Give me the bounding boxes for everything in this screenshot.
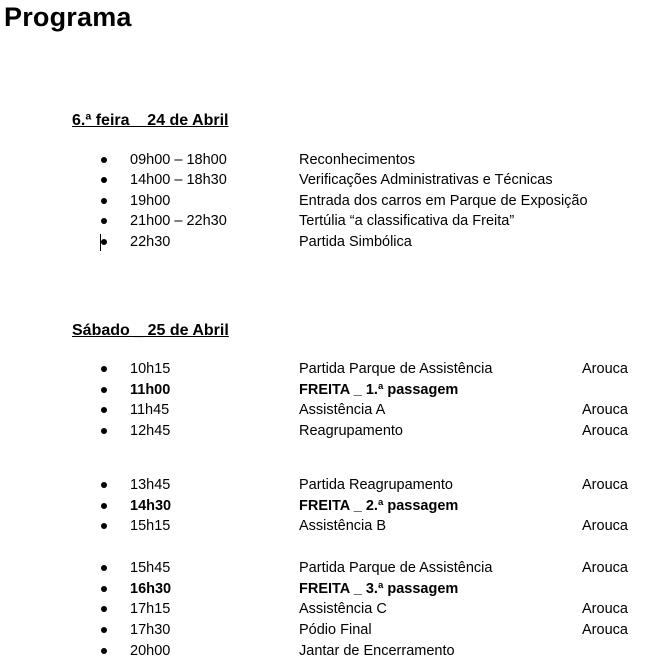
- list-item-stage: [0, 380, 661, 400]
- bullet-icon: [101, 503, 107, 509]
- list-item: [0, 232, 661, 252]
- list-item-stage: [0, 579, 661, 599]
- list-item: [0, 475, 661, 495]
- bullet-icon: [101, 606, 107, 612]
- item-description: Assistência A: [299, 402, 386, 418]
- item-place: Arouca: [582, 423, 628, 439]
- item-description: Jantar de Encerramento: [299, 643, 455, 659]
- list-item: [0, 599, 661, 619]
- item-description: Assistência B: [299, 518, 387, 534]
- item-description: FREITA _ 2.ª passagem: [299, 498, 459, 514]
- bullet-icon: [101, 177, 107, 183]
- item-time: 14h00 – 18h30: [130, 172, 227, 188]
- bullet-icon: [101, 366, 107, 372]
- item-time: 15h15: [130, 518, 171, 534]
- item-description: Reconhecimentos: [299, 152, 416, 168]
- bullet-icon: [101, 407, 107, 413]
- item-time: 19h00: [130, 193, 171, 209]
- list-item: [0, 620, 661, 640]
- item-time: 11h00: [130, 382, 171, 398]
- item-description: Tertúlia “a classificativa da Freita”: [299, 213, 515, 229]
- bullet-icon: [101, 157, 107, 163]
- item-time: 15h45: [130, 560, 171, 576]
- bullet-icon: [101, 565, 107, 571]
- bullet-icon: [101, 523, 107, 529]
- list-item: [0, 170, 661, 190]
- list-item: [0, 516, 661, 536]
- bullet-icon: [101, 428, 107, 434]
- item-description: Verificações Administrativas e Técnicas: [299, 172, 553, 188]
- list-item: [0, 421, 661, 441]
- bullet-icon: [101, 198, 107, 204]
- item-time: 17h30: [130, 622, 171, 638]
- section-heading-friday: 6.ª feira 24 de Abril: [72, 112, 229, 129]
- bullet-icon: [101, 218, 107, 224]
- section-heading-saturday: Sábado _ 25 de Abril: [72, 322, 229, 339]
- item-description: Assistência C: [299, 601, 387, 617]
- list-item: [0, 558, 661, 578]
- item-place: Arouca: [582, 622, 628, 638]
- bullet-icon: [101, 648, 107, 654]
- item-place: Arouca: [582, 601, 628, 617]
- item-time: 13h45: [130, 477, 171, 493]
- item-description: FREITA _ 1.ª passagem: [299, 382, 459, 398]
- list-item: [0, 400, 661, 420]
- item-time: 09h00 – 18h00: [130, 152, 227, 168]
- bullet-icon: [101, 482, 107, 488]
- bullet-icon: [101, 627, 107, 633]
- item-time: 11h45: [130, 402, 170, 418]
- item-time: 22h30: [130, 234, 171, 250]
- item-time: 17h15: [130, 601, 171, 617]
- item-time: 10h15: [130, 361, 171, 377]
- item-time: 21h00 – 22h30: [130, 213, 227, 229]
- list-item: [0, 641, 661, 661]
- bullet-icon: [101, 387, 107, 393]
- list-item: [0, 359, 661, 379]
- item-place: Arouca: [582, 560, 628, 576]
- item-time: 16h30: [130, 581, 172, 597]
- item-description: Partida Parque de Assistência: [299, 560, 493, 576]
- item-description: FREITA _ 3.ª passagem: [299, 581, 459, 597]
- bullet-icon: [101, 586, 107, 592]
- item-description: Partida Simbólica: [299, 234, 412, 250]
- item-place: Arouca: [582, 402, 628, 418]
- list-item-stage: [0, 496, 661, 516]
- list-item: [0, 150, 661, 170]
- item-place: Arouca: [582, 361, 628, 377]
- item-description: Partida Parque de Assistência: [299, 361, 493, 377]
- bullet-icon: [101, 239, 107, 245]
- item-description: Pódio Final: [299, 622, 372, 638]
- page-title: Programa: [4, 2, 132, 32]
- item-place: Arouca: [582, 518, 628, 534]
- item-time: 14h30: [130, 498, 172, 514]
- list-item: [0, 191, 661, 211]
- item-description: Entrada dos carros em Parque de Exposição: [299, 193, 588, 209]
- item-description: Reagrupamento: [299, 423, 403, 439]
- item-time: 20h00: [130, 643, 171, 659]
- item-place: Arouca: [582, 477, 628, 493]
- item-time: 12h45: [130, 423, 171, 439]
- list-item: [0, 211, 661, 231]
- item-description: Partida Reagrupamento: [299, 477, 453, 493]
